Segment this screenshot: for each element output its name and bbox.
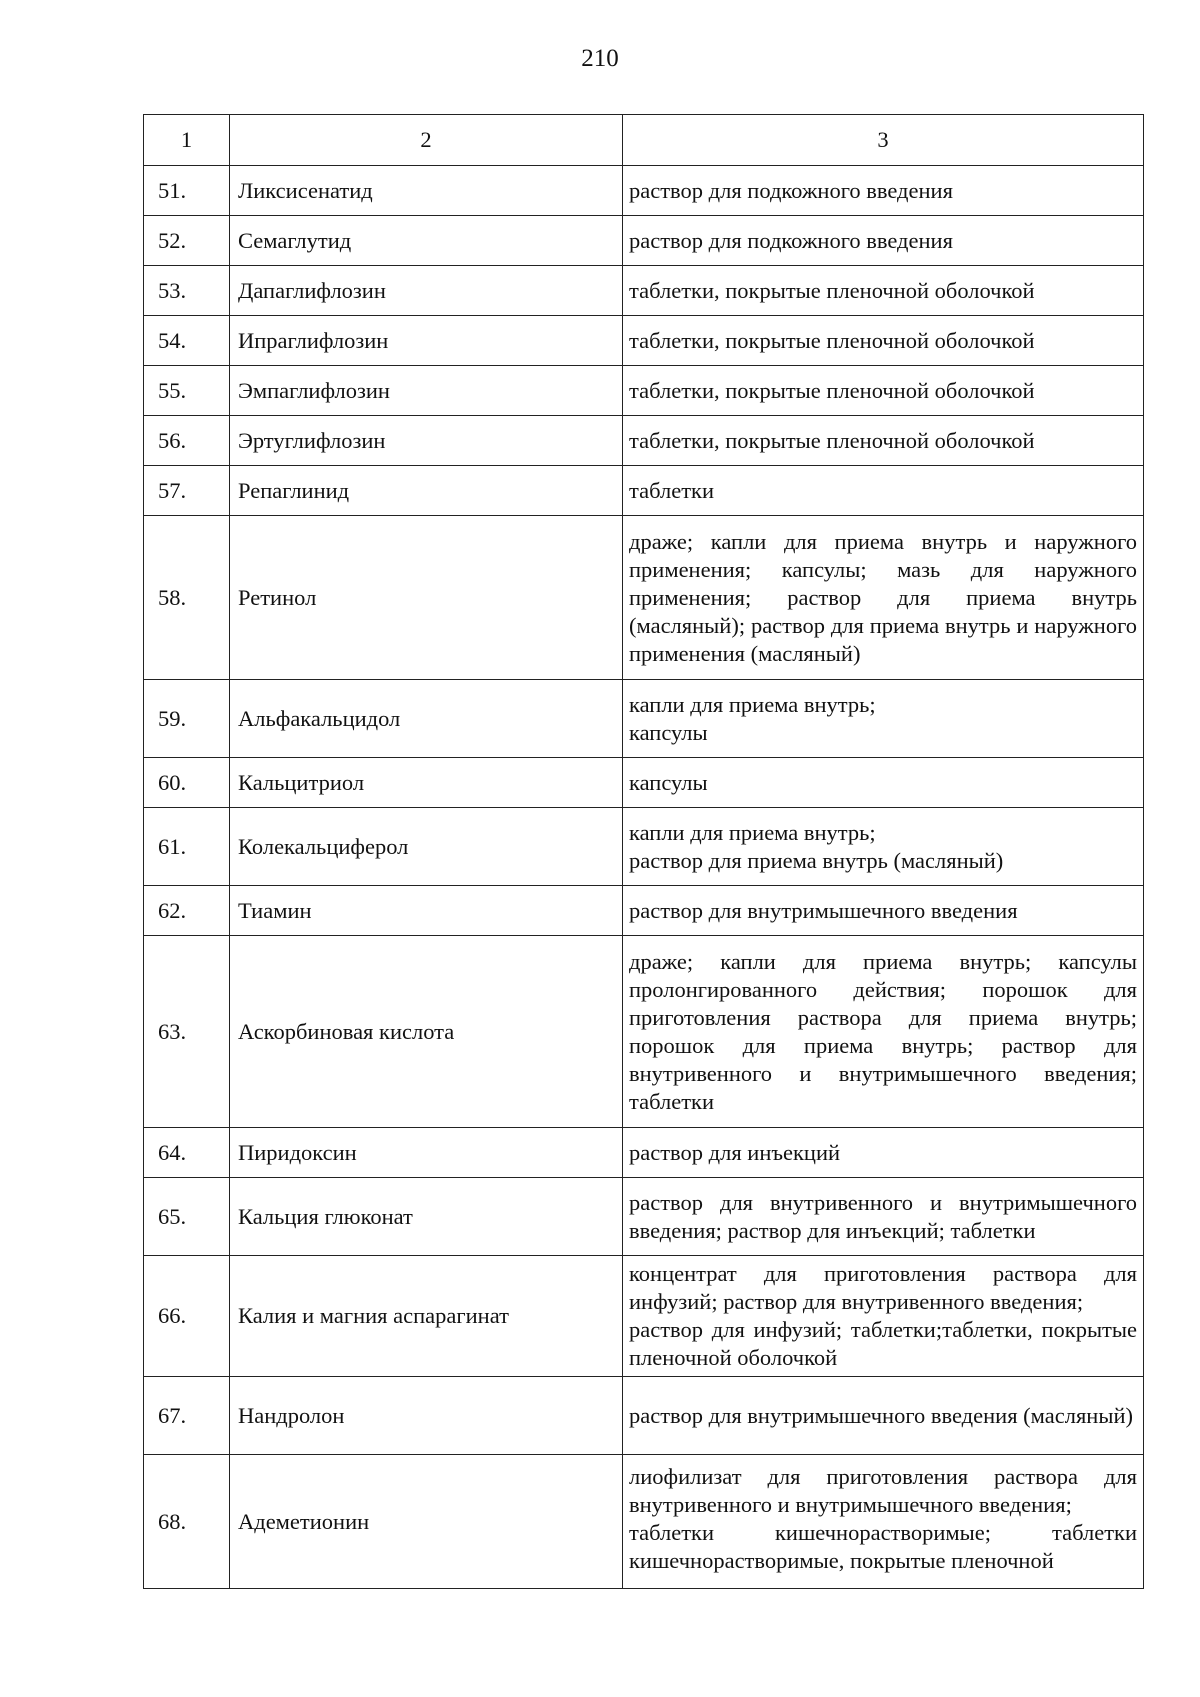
drug-name: Семаглутид bbox=[230, 216, 623, 266]
dosage-form bbox=[623, 808, 1144, 886]
row-number: 59. bbox=[144, 680, 230, 758]
dosage-form-text: капсулы bbox=[629, 769, 708, 795]
page-number: 210 bbox=[581, 45, 619, 72]
dosage-form-text: капли для приема внутрь; bbox=[629, 819, 876, 845]
drug-name: Пиридоксин bbox=[230, 1128, 623, 1178]
table-row bbox=[144, 266, 1144, 316]
table-row bbox=[144, 416, 1144, 466]
dosage-form-text: раствор для подкожного введения bbox=[629, 227, 953, 253]
dosage-form bbox=[623, 1256, 1144, 1377]
table-row bbox=[144, 1256, 1144, 1377]
dosage-form-text: раствор для приема внутрь (масляный) bbox=[629, 847, 1004, 873]
table-row bbox=[144, 936, 1144, 1128]
row-number: 55. bbox=[144, 366, 230, 416]
dosage-form bbox=[623, 166, 1144, 216]
drug-name: Эмпаглифлозин bbox=[230, 366, 623, 416]
drug-name: Кальция глюконат bbox=[230, 1178, 623, 1256]
row-number: 66. bbox=[144, 1256, 230, 1377]
dosage-form bbox=[623, 316, 1144, 366]
row-number: 65. bbox=[144, 1178, 230, 1256]
row-number: 60. bbox=[144, 758, 230, 808]
dosage-form bbox=[623, 1178, 1144, 1256]
drug-name: Эртуглифлозин bbox=[230, 416, 623, 466]
drug-name: Тиамин bbox=[230, 886, 623, 936]
row-number: 62. bbox=[144, 886, 230, 936]
dosage-form-text: лиофилизат для приготовления раствора для внутривенного и внутримышечного введения; bbox=[629, 1464, 1137, 1517]
dosage-form-text: раствор для подкожного введения bbox=[629, 177, 953, 203]
dosage-form bbox=[623, 936, 1144, 1128]
dosage-form-text: раствор для внутривенного и внутримышечного введения; раствор для инъекций; таблетки bbox=[629, 1189, 1137, 1243]
table-row bbox=[144, 808, 1144, 886]
table-row bbox=[144, 316, 1144, 366]
table-header-row bbox=[144, 115, 1144, 166]
dosage-form-text: капсулы bbox=[629, 719, 708, 745]
dosage-form-text: концентрат для приготовления раствора для инфузий; раствор для внутривенного введения; bbox=[629, 1261, 1137, 1314]
row-number: 56. bbox=[144, 416, 230, 466]
table-row bbox=[144, 886, 1144, 936]
row-number: 54. bbox=[144, 316, 230, 366]
dosage-form-text: таблетки, покрытые пленочной оболочкой bbox=[629, 327, 1035, 353]
drug-name: Ипраглифлозин bbox=[230, 316, 623, 366]
dosage-form bbox=[623, 466, 1144, 516]
drug-name: Аскорбиновая кислота bbox=[230, 936, 623, 1128]
drug-name: Репаглинид bbox=[230, 466, 623, 516]
dosage-form-text: таблетки кишечнорастворимые; таблетки кишечнорастворимые, покрытые пленочной bbox=[629, 1520, 1137, 1573]
row-number: 63. bbox=[144, 936, 230, 1128]
drug-name: Ликсисенатид bbox=[230, 166, 623, 216]
table-row bbox=[144, 166, 1144, 216]
drug-name: Альфакальцидол bbox=[230, 680, 623, 758]
drug-name: Колекальциферол bbox=[230, 808, 623, 886]
table-row bbox=[144, 758, 1144, 808]
dosage-form-text: таблетки, покрытые пленочной оболочкой bbox=[629, 277, 1035, 303]
dosage-form-text: раствор для инфузий; таблетки;таблетки, покрытые пленочной оболочкой bbox=[629, 1317, 1137, 1370]
table-row bbox=[144, 216, 1144, 266]
dosage-form-text: раствор для внутримышечного введения (масляный) bbox=[629, 1402, 1133, 1428]
header-col-1: 1 bbox=[144, 115, 230, 166]
dosage-form-text: раствор для инъекций bbox=[629, 1139, 841, 1165]
table-row bbox=[144, 680, 1144, 758]
table-row bbox=[144, 1377, 1144, 1455]
dosage-form-text: драже; капли для приема внутрь и наружного применения; капсулы; мазь для наружного применения; раствор для приема внутрь (масляный); раствор для приема внутрь и наружного применения (масляный) bbox=[629, 528, 1137, 666]
row-number: 68. bbox=[144, 1455, 230, 1589]
dosage-form-text: таблетки, покрытые пленочной оболочкой bbox=[629, 427, 1035, 453]
header-col-2: 2 bbox=[230, 115, 623, 166]
dosage-form-text: капли для приема внутрь; bbox=[629, 691, 876, 717]
row-number: 52. bbox=[144, 216, 230, 266]
row-number: 67. bbox=[144, 1377, 230, 1455]
table-row bbox=[144, 1455, 1144, 1589]
drug-name: Нандролон bbox=[230, 1377, 623, 1455]
table-row bbox=[144, 366, 1144, 416]
drug-name: Дапаглифлозин bbox=[230, 266, 623, 316]
row-number: 53. bbox=[144, 266, 230, 316]
dosage-form bbox=[623, 366, 1144, 416]
dosage-form-text: таблетки bbox=[629, 477, 715, 503]
drug-name: Кальцитриол bbox=[230, 758, 623, 808]
table-row bbox=[144, 466, 1144, 516]
dosage-form bbox=[623, 416, 1144, 466]
drug-table bbox=[143, 114, 1144, 1589]
row-number: 64. bbox=[144, 1128, 230, 1178]
row-number: 61. bbox=[144, 808, 230, 886]
dosage-form-text: раствор для внутримышечного введения bbox=[629, 897, 1018, 923]
dosage-form-text: драже; капли для приема внутрь; капсулы пролонгированного действия; порошок для приготовления раствора для приема внутрь; порошок для приема внутрь; раствор для внутривенного и внутримышечного введения; таблетки bbox=[629, 948, 1137, 1114]
row-number: 58. bbox=[144, 516, 230, 680]
dosage-form bbox=[623, 266, 1144, 316]
table-row bbox=[144, 1178, 1144, 1256]
dosage-form bbox=[623, 1128, 1144, 1178]
header-col-3: 3 bbox=[623, 115, 1144, 166]
dosage-form-text: таблетки, покрытые пленочной оболочкой bbox=[629, 377, 1035, 403]
row-number: 51. bbox=[144, 166, 230, 216]
dosage-form bbox=[623, 758, 1144, 808]
dosage-form bbox=[623, 1377, 1144, 1455]
dosage-form bbox=[623, 216, 1144, 266]
dosage-form bbox=[623, 1455, 1144, 1589]
drug-name: Калия и магния аспарагинат bbox=[230, 1256, 623, 1377]
drug-name: Ретинол bbox=[230, 516, 623, 680]
table-row bbox=[144, 516, 1144, 680]
row-number: 57. bbox=[144, 466, 230, 516]
table-row bbox=[144, 1128, 1144, 1178]
dosage-form bbox=[623, 516, 1144, 680]
drug-name: Адеметионин bbox=[230, 1455, 623, 1589]
dosage-form bbox=[623, 680, 1144, 758]
dosage-form bbox=[623, 886, 1144, 936]
